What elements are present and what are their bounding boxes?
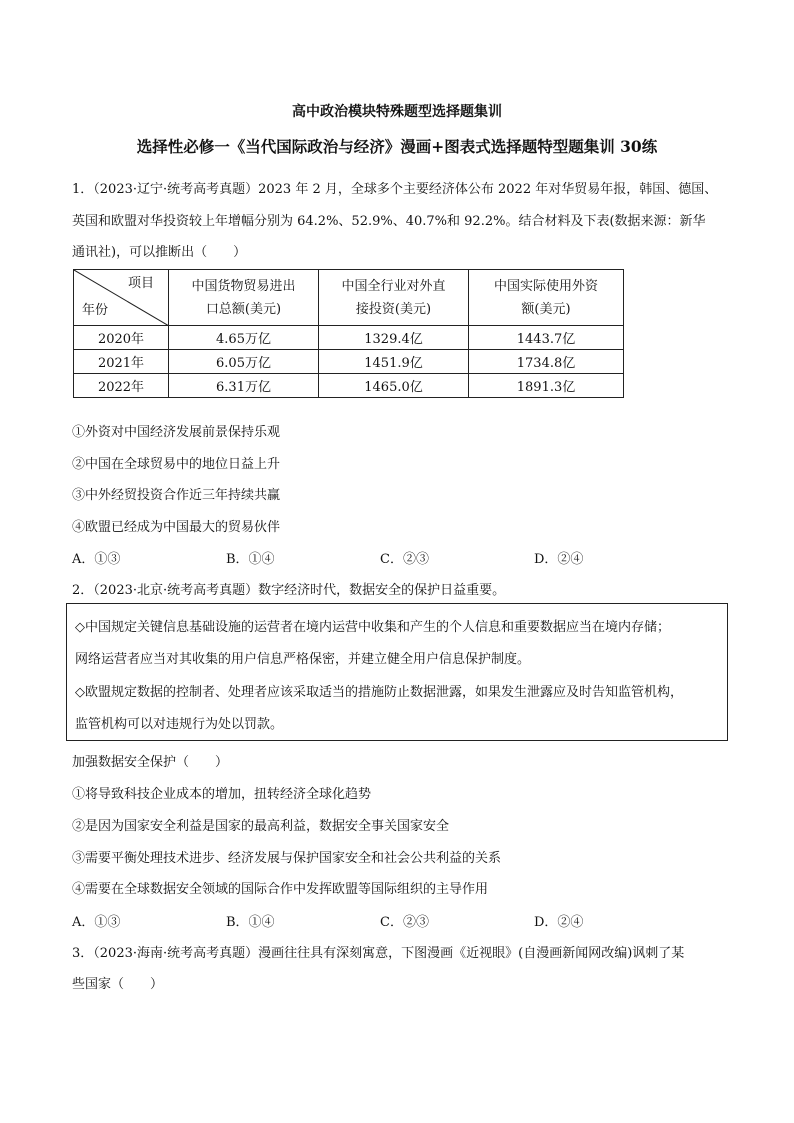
document-title: 高中政治模块特殊题型选择题集训 (292, 104, 502, 120)
table-cell: 4.65万亿 (169, 326, 319, 350)
table-cell: 1891.3亿 (469, 374, 624, 398)
q1-stem-line: 通讯社)，可以推断出（ ） (72, 245, 247, 260)
q2-material-line: 监管机构可以对违规行为处以罚款。 (75, 717, 284, 732)
q1-option-d: D．②④ (534, 552, 584, 567)
q2-material-line: 网络运营者应当对其收集的用户信息严格保密，并建立健全用户信息保护制度。 (75, 652, 531, 667)
header-line: 额(美元) (521, 301, 571, 317)
q2-material-line: ◇中国规定关键信息基础设施的运营者在境内运营中收集和产生的个人信息和重要数据应当在境内存储； (75, 620, 670, 635)
q2-statement: ④需要在全球数据安全领域的国际合作中发挥欧盟等国际组织的主导作用 (72, 882, 489, 897)
table-cell: 2021年 (74, 350, 169, 374)
table-header-cell (169, 270, 319, 326)
corner-item-label: 项目 (127, 276, 154, 291)
q1-stem-line: 英国和欧盟对华投资较上年增幅分别为 64.2%、52.9%、40.7%和 92.2%。结合材料及下表(数据来源：新华 (72, 214, 706, 229)
table-cell: 2020年 (74, 326, 169, 350)
q1-statement: ①外资对中国经济发展前景保持乐观 (72, 425, 281, 440)
q1-statement: ④欧盟已经成为中国最大的贸易伙伴 (72, 520, 281, 535)
q1-data-table (73, 269, 624, 398)
table-cell: 6.05万亿 (169, 350, 319, 374)
corner-year-label: 年份 (82, 303, 109, 318)
q1-stem-line: 1．（2023·辽宁·统考高考真题）2023 年 2 月，全球多个主要经济体公布 2022 年对华贸易年报，韩国、德国、 (72, 182, 718, 197)
header-line: 中国实际使用外资 (493, 278, 598, 294)
q1-statement: ③中外经贸投资合作近三年持续共赢 (72, 488, 281, 503)
table-row (74, 374, 624, 398)
header-line: 中国全行业对外直 (341, 278, 446, 294)
q1-option-c: C．②③ (380, 552, 429, 567)
table-row (74, 350, 624, 374)
q2-option-c: C．②③ (380, 915, 429, 930)
q2-prompt: 加强数据安全保护（ ） (72, 755, 229, 770)
q2-material-box (66, 603, 728, 741)
q2-stem: 2．（2023·北京·统考高考真题）数字经济时代，数据安全的保护日益重要。 (72, 583, 506, 598)
q2-statement: ③需要平衡处理技术进步、经济发展与保护国家安全和社会公共利益的关系 (72, 851, 502, 866)
document-subtitle: 选择性必修一《当代国际政治与经济》漫画+图表式选择题特型题集训 30练 (136, 137, 658, 156)
table-header-cell (319, 270, 469, 326)
q2-option-d: D．②④ (534, 915, 584, 930)
q1-option-b: B．①④ (226, 552, 275, 567)
q2-statement: ②是因为国家安全利益是国家的最高利益，数据安全事关国家安全 (72, 819, 450, 834)
q1-statement: ②中国在全球贸易中的地位日益上升 (72, 457, 281, 472)
table-cell: 1465.0亿 (319, 374, 469, 398)
q2-option-b: B．①④ (226, 915, 275, 930)
header-line: 中国货物贸易进出 (191, 278, 296, 294)
table-cell: 1329.4亿 (319, 326, 469, 350)
header-line: 接投资(美元) (355, 301, 432, 317)
table-row (74, 326, 624, 350)
q2-material-line: ◇欧盟规定数据的控制者、处理者应该采取适当的措施防止数据泄露，如果发生泄露应及时告知监管机构， (75, 685, 683, 700)
q3-stem-line: 些国家（ ） (72, 977, 164, 992)
table-cell: 1734.8亿 (469, 350, 624, 374)
q1-option-a: A．①③ (72, 552, 121, 567)
table-header-row (74, 270, 624, 326)
header-line: 口总额(美元) (205, 301, 282, 317)
table-cell: 6.31万亿 (169, 374, 319, 398)
table-corner-cell (74, 270, 169, 326)
table-cell: 2022年 (74, 374, 169, 398)
table-cell: 1451.9亿 (319, 350, 469, 374)
q2-statement: ①将导致科技企业成本的增加，扭转经济全球化趋势 (72, 787, 372, 802)
q3-stem-line: 3．（2023·海南·统考高考真题）漫画往往具有深刻寓意，下图漫画《近视眼》(自漫画新闻网改编)讽刺了某 (72, 946, 685, 961)
q2-option-a: A．①③ (72, 915, 121, 930)
table-header-cell (469, 270, 624, 326)
table-cell: 1443.7亿 (469, 326, 624, 350)
